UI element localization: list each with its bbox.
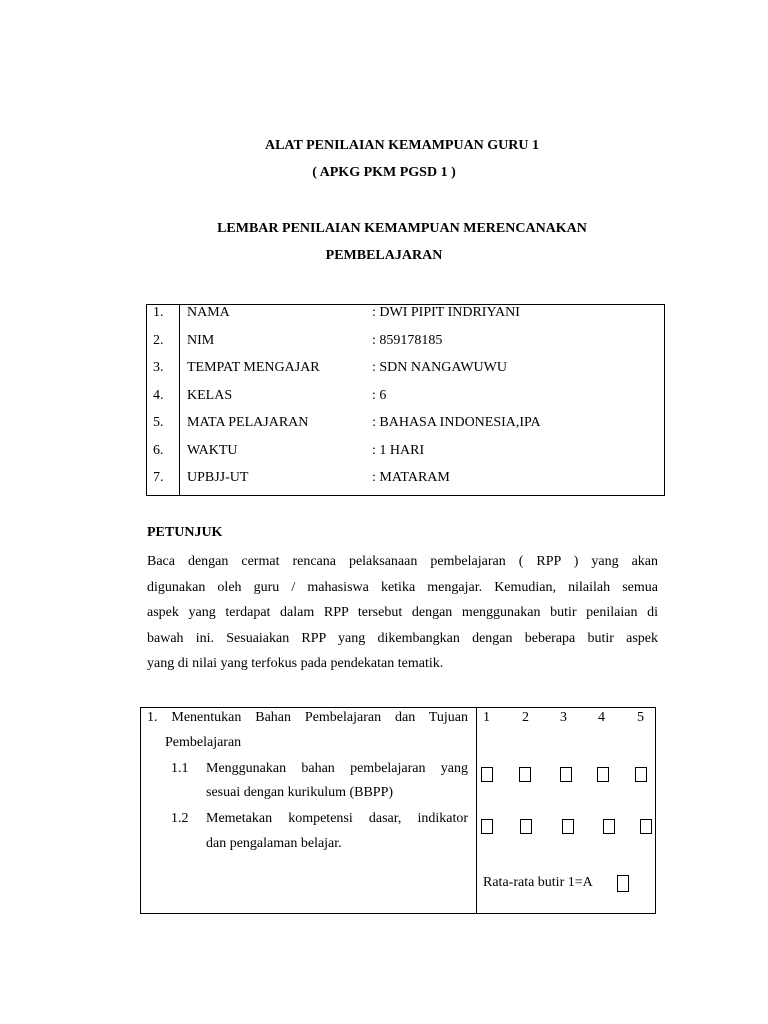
document-code: ( APKG PKM PGSD 1 ) (312, 165, 456, 180)
identity-row (147, 305, 664, 325)
score-checkbox[interactable] (640, 819, 652, 834)
identity-row (147, 360, 664, 380)
identity-row (147, 470, 664, 490)
instructions-line: digunakan oleh guru / mahasiswa ketika mengajar. Kemudian, nilailah semua (147, 579, 658, 595)
score-checkbox[interactable] (519, 767, 531, 782)
score-label: 3 (560, 710, 567, 725)
field-label: NAMA (187, 305, 230, 320)
document-title: ALAT PENILAIAN KEMAMPUAN GURU 1 (264, 138, 540, 153)
instructions-line: yang di nilai yang terfokus pada pendekatan tematik. (147, 656, 444, 671)
row-number: 3. (153, 360, 164, 375)
identity-row (147, 415, 664, 435)
field-value: : SDN NANGAWUWU (372, 360, 507, 375)
row-number: 6. (153, 442, 164, 458)
score-checkbox[interactable] (635, 767, 647, 782)
criterion-title-cont: Pembelajaran (165, 735, 242, 750)
row-number: 7. (153, 470, 164, 485)
average-box[interactable] (617, 875, 629, 892)
row-number: 2. (153, 332, 164, 348)
score-checkbox[interactable] (603, 819, 615, 834)
identity-row (147, 333, 664, 353)
sub-criterion-text-cont: dan pengalaman belajar. (206, 836, 342, 851)
score-checkbox[interactable] (562, 819, 574, 834)
row-number: 4. (153, 387, 164, 403)
instructions-line: bawah ini. Sesuaiakan RPP yang dikembangkan dengan beberapa butir aspek (147, 630, 658, 646)
score-checkbox[interactable] (481, 767, 493, 782)
sheet-title: LEMBAR PENILAIAN KEMAMPUAN MERENCANAKAN (217, 221, 587, 236)
field-label: KELAS (187, 387, 233, 403)
field-label: TEMPAT MENGAJAR (187, 360, 320, 375)
score-label: 5 (637, 710, 644, 725)
score-checkbox[interactable] (560, 767, 572, 782)
score-label: 4 (598, 710, 605, 725)
field-label: UPBJJ-UT (187, 470, 249, 485)
instructions-heading: PETUNJUK (147, 525, 223, 540)
sub-criterion-text: Memetakan kompetensi dasar, indikator (206, 811, 468, 826)
field-label: MATA PELAJARAN (187, 415, 309, 430)
score-checkbox[interactable] (481, 819, 493, 834)
field-value: : MATARAM (372, 470, 450, 485)
instructions-text (147, 549, 658, 677)
row-number: 1. (153, 305, 164, 320)
field-value: : 6 (372, 387, 387, 403)
field-value: : DWI PIPIT INDRIYANI (372, 305, 520, 320)
field-value: : 859178185 (372, 332, 443, 348)
field-value: : BAHASA INDONESIA,IPA (372, 415, 541, 430)
identity-row (147, 443, 664, 463)
field-label: WAKTU (187, 442, 238, 458)
sub-criterion-number: 1.2 (171, 811, 189, 826)
average-label: Rata-rata butir 1=A (483, 875, 593, 890)
score-label: 1 (483, 710, 490, 725)
identity-table (146, 304, 665, 496)
score-label: 2 (522, 710, 529, 725)
field-label: NIM (187, 332, 215, 348)
criterion-title: 1. Menentukan Bahan Pembelajaran dan Tujuan (147, 710, 468, 725)
field-value: : 1 HARI (372, 442, 425, 458)
sub-criterion-text-cont: sesuai dengan kurikulum (BBPP) (206, 785, 394, 800)
identity-row (147, 388, 664, 408)
assessment-table (140, 707, 656, 914)
instructions-line: aspek yang terdapat dalam RPP tersebut dengan menggunakan butir penilaian di (147, 605, 658, 620)
divider (476, 708, 477, 913)
sheet-title-cont: PEMBELAJARAN (325, 248, 443, 263)
instructions-line: Baca dengan cermat rencana pelaksanaan pembelajaran ( RPP ) yang akan (147, 554, 658, 569)
row-number: 5. (153, 415, 164, 430)
score-checkbox[interactable] (520, 819, 532, 834)
sub-criterion-number: 1.1 (171, 761, 189, 776)
sub-criterion-text: Menggunakan bahan pembelajaran yang (206, 761, 468, 776)
score-checkbox[interactable] (597, 767, 609, 782)
